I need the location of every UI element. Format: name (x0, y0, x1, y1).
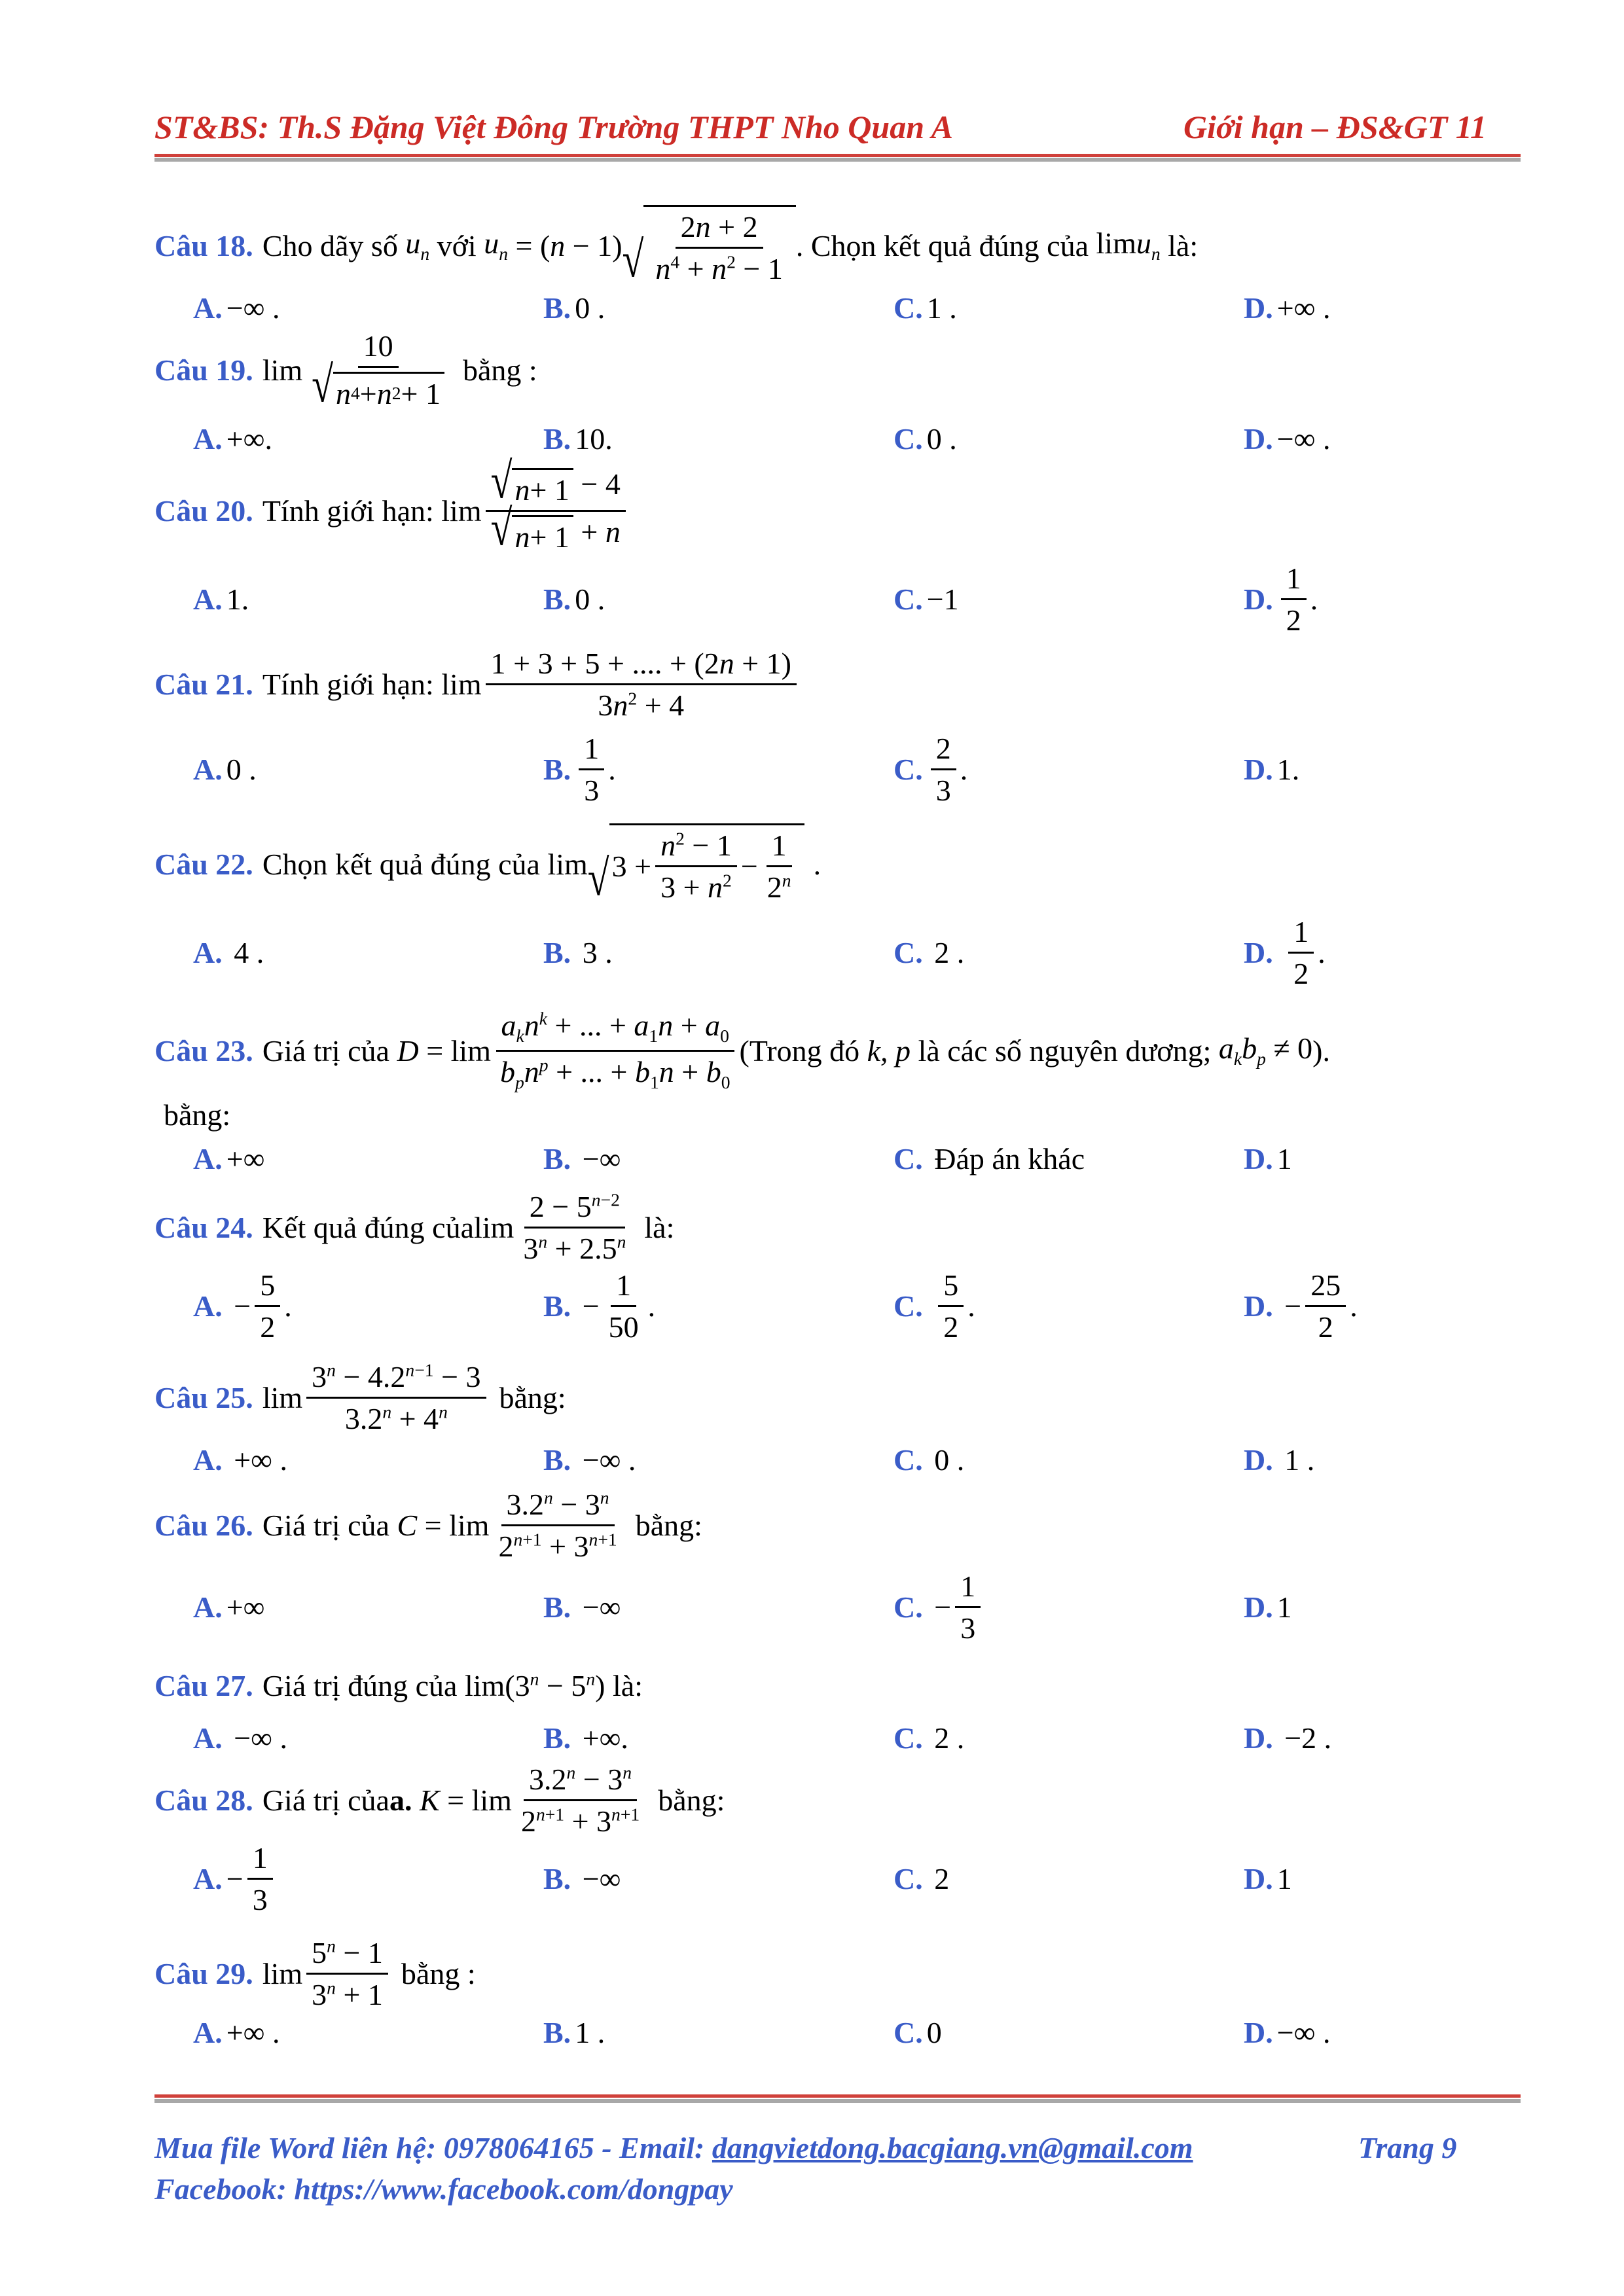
footer-rule (154, 2094, 1521, 2098)
question-number: Câu 27. (154, 1668, 253, 1702)
question-27: Câu 27. Giá trị đúng của $\lim(3^n - 5^n)$ là: (154, 1668, 643, 1702)
header-right-title: Giới hạn – ĐS&GT 11 (1183, 109, 1487, 145)
question-text: bằng: (164, 1098, 231, 1132)
question-text: Giá trị của (262, 1508, 389, 1542)
question-text: bằng: (499, 1380, 566, 1414)
option-d[interactable]: D. −2 . (1244, 1721, 1332, 1755)
question-number: Câu 19. (154, 353, 253, 387)
question-text: là: (1168, 228, 1199, 262)
question-26: Câu 26. Giá trị của C = lim $\frac{3.2^n - 3^n}{2^{n+1} + 3^{n+1}}$ bằng: (154, 1487, 702, 1563)
formula-fraction: $\frac{a_kn^k + ... + a_1n + a_0}{b_pn^p + ... + b_1n + b_0}$ (495, 1008, 736, 1092)
option-a[interactable]: A. 0 . (193, 752, 257, 786)
question-text: Chọn kết quả đúng của (262, 847, 540, 881)
question-text: Tính giới hạn: (262, 493, 434, 528)
question-text: Cho dãy số (262, 228, 398, 262)
question-24: Câu 24. Kết quả đúng của lim $\frac{2 - 5^{n-2}}{3^n + 2.5^n}$ là: (154, 1189, 675, 1265)
option-d[interactable]: D. $\frac{1}{2}$ . (1244, 914, 1326, 990)
option-a[interactable]: A. +∞ (193, 1141, 265, 1175)
question-text: bằng: (658, 1783, 725, 1817)
options-25 (0, 1430, 1624, 1489)
formula-fraction: $\frac{3.2^n - 3^n}{2^{n+1} + 3^{n+1}}$ (520, 1762, 640, 1838)
question-28: Câu 28. Giá trị của a. K = lim $\frac{3.2^n - 3^n}{2^{n+1} + 3^{n+1}}$ bằng: (154, 1762, 725, 1838)
formula-fraction: 10 √ n 4 + n 2 + 1 (306, 329, 450, 410)
question-text: Giá trị của (262, 1783, 389, 1817)
option-d[interactable]: D. −∞ . (1244, 422, 1331, 456)
option-c[interactable]: C. 0 . (893, 1443, 965, 1477)
question-text: là: (613, 1668, 643, 1702)
option-a[interactable]: A. +∞. (193, 422, 272, 456)
footer-rule-shadow (154, 2099, 1521, 2103)
question-number: Câu 26. (154, 1508, 253, 1542)
option-d[interactable]: D. − $\frac{25}{2}$ . (1244, 1268, 1358, 1344)
option-c[interactable]: C. $\frac{2}{3}$ . (893, 731, 968, 807)
option-b[interactable]: B. +∞. (543, 1721, 628, 1755)
question-number: Câu 22. (154, 847, 253, 881)
header-rule (154, 154, 1521, 157)
option-b[interactable]: B. 0 . (543, 582, 605, 616)
question-18: Câu 18. Cho dãy số $u_n$ với $u_n$ = ( n − 1) √ $\frac{2n + 2}{n^4 + n^2 - 1}$ . Chọn kết quả đúng của limu$_n$ là: (154, 209, 1513, 281)
formula-fraction: √ n + 1 − 4 √ n + 1 + n (486, 467, 626, 554)
footer-facebook[interactable]: Facebook: https://www.facebook.com/dongpay (154, 2172, 733, 2206)
question-text: . Chọn kết quả đúng của (795, 228, 1089, 262)
footer-contact-text: Mua file Word liên hệ: 0978064165 - Email: (154, 2131, 712, 2164)
option-c[interactable]: C. 0 . (893, 422, 957, 456)
option-d[interactable]: D. +∞ . (1244, 291, 1331, 325)
option-c[interactable]: C. 0 (893, 2015, 942, 2049)
option-c[interactable]: C. 2 . (893, 1721, 965, 1755)
option-b[interactable]: B. 3 . (543, 935, 613, 969)
options-20 (0, 561, 1624, 637)
question-number: Câu 20. (154, 493, 253, 528)
options-21 (0, 731, 1624, 807)
footer-contact (154, 2130, 1193, 2165)
question-text: với (437, 228, 477, 262)
option-b[interactable]: B. 0 . (543, 291, 605, 325)
formula-fraction: $\frac{5^n - 1}{3^n + 1}$ (306, 1935, 388, 2012)
option-c[interactable]: C. 2 . (893, 935, 965, 969)
question-number: Câu 29. (154, 1956, 253, 1990)
question-number: Câu 21. (154, 667, 253, 701)
question-text: Giá trị của (262, 1033, 389, 1067)
option-a[interactable]: A. −∞ . (193, 1721, 287, 1755)
question-19: Câu 19. lim 10 √ n 4 + n 2 + 1 bằng : (154, 329, 537, 413)
question-25: Câu 25. lim $\frac{3^n - 4.2^{n-1} - 3}{3.2^n + 4^n}$ bằng: (154, 1359, 566, 1435)
option-c[interactable]: C. 2 (893, 1861, 950, 1895)
question-text: (Trong đó (739, 1033, 860, 1067)
page-number: Trang 9 (1358, 2131, 1457, 2164)
options-22 (0, 914, 1624, 990)
option-d[interactable]: D. 1. (1244, 752, 1300, 786)
question-text: . (813, 847, 821, 881)
option-b[interactable]: B. −∞ . (543, 1443, 636, 1477)
options-27 (0, 1708, 1624, 1767)
question-text: a. (389, 1783, 412, 1817)
option-d[interactable]: D. 1 (1244, 1861, 1292, 1895)
options-29 (0, 2003, 1624, 2062)
header-rule-shadow (154, 158, 1521, 162)
question-number: Câu 18. (154, 228, 253, 262)
option-d[interactable]: D. 1 (1244, 1141, 1292, 1175)
option-b[interactable]: B. − $\frac{1}{50}$ . (543, 1268, 656, 1344)
options-19 (0, 409, 1624, 468)
option-d[interactable]: D. 1 (1244, 1590, 1292, 1624)
formula-fraction: $\frac{3.2^n - 3^n}{2^{n+1} + 3^{n+1}}$ (498, 1487, 617, 1563)
option-b[interactable]: B. 1 . (543, 2015, 605, 2049)
question-22: Câu 22. Chọn kết quả đúng của lim √ 3 + $\frac{n^2 - 1}{3 + n^2}$ − $\frac{1}{2^n}$ . (154, 821, 1513, 906)
options-26 (0, 1569, 1624, 1645)
option-a[interactable]: A. −∞ . (193, 291, 280, 325)
option-b[interactable]: B. −∞ (543, 1861, 621, 1895)
question-text: Kết quả đúng của (262, 1210, 474, 1244)
question-text: Giá trị đúng của (262, 1668, 458, 1702)
formula-fraction: $\frac{3^n - 4.2^{n-1} - 3}{3.2^n + 4^n}$ (306, 1359, 486, 1436)
options-23 (0, 1129, 1624, 1188)
option-a[interactable]: A. 1. (193, 582, 249, 616)
question-29: Câu 29. lim $\frac{5^n - 1}{3^n + 1}$ bằng : (154, 1935, 476, 2011)
option-a[interactable]: A. 4 . (193, 935, 264, 969)
question-number: Câu 23. (154, 1033, 253, 1067)
options-18 (0, 278, 1624, 337)
option-d[interactable]: D. 1 . (1244, 1443, 1315, 1477)
question-text: bằng : (462, 353, 537, 387)
option-b[interactable]: B. 10. (543, 422, 613, 456)
option-a[interactable]: A. +∞ . (193, 2015, 280, 2049)
question-20: Câu 20. Tính giới hạn: lim √ n + 1 − 4 √ n + 1 + n (154, 468, 1513, 553)
question-number: Câu 24. (154, 1210, 253, 1244)
option-c[interactable]: C. $\frac{5}{2}$ . (893, 1268, 975, 1344)
formula-fraction: $\frac{2 - 5^{n-2}}{3^n + 2.5^n}$ (523, 1189, 626, 1265)
option-c[interactable]: C. −1 (893, 582, 959, 616)
question-text: là các số nguyên dương; (918, 1033, 1212, 1067)
question-text: bằng : (401, 1956, 476, 1990)
question-23: Câu 23. Giá trị của D = lim $\frac{a_kn^k + ... + a_1n + a_0}{b_pn^p + ... + b_1n + b_0}$ (Trong đó k, p là các số nguyên dương; $a_kb_p \ne 0$ ). (154, 1008, 1330, 1092)
options-24 (0, 1268, 1624, 1344)
option-c[interactable]: C. − $\frac{1}{3}$ (893, 1577, 984, 1636)
option-c[interactable]: C. 1 . (893, 291, 957, 325)
option-b[interactable]: B. $\frac{1}{3}$ . (543, 731, 616, 807)
option-b[interactable]: B. −∞ (543, 1141, 621, 1175)
question-text: ). (1312, 1033, 1330, 1067)
option-a[interactable]: A. +∞ . (193, 1443, 287, 1477)
formula-fraction: $\frac{1 + 3 + 5 + .... + (2n + 1)}{3n^2 + 4}$ (486, 646, 797, 723)
formula-sqrt: √ $\frac{2n + 2}{n^4 + n^2 - 1}$ (623, 205, 796, 286)
question-text: là: (644, 1210, 675, 1244)
question-21: Câu 21. Tính giới hạn: lim $\frac{1 + 3 + 5 + .... + (2n + 1)}{3n^2 + 4}$ (154, 645, 1513, 723)
option-b[interactable]: B. −∞ (543, 1590, 621, 1624)
option-d[interactable]: D. −∞ . (1244, 2015, 1331, 2049)
option-a[interactable]: A. − $\frac{5}{2}$ . (193, 1268, 292, 1344)
question-number: Câu 25. (154, 1380, 253, 1414)
option-d[interactable]: D. $\frac{1}{2}$ . (1244, 561, 1318, 637)
options-28 (0, 1840, 1624, 1916)
option-c[interactable]: C. Đáp án khác (893, 1141, 1085, 1175)
option-a[interactable]: A. − $\frac{1}{3}$ (193, 1849, 277, 1908)
question-text: Tính giới hạn: (262, 667, 434, 701)
question-number: Câu 28. (154, 1783, 253, 1817)
question-text: bằng: (635, 1508, 702, 1542)
option-a[interactable]: A. +∞ (193, 1590, 265, 1624)
header-left-title: ST&BS: Th.S Đặng Việt Đông Trường THPT Nho Quan A (154, 109, 953, 145)
footer-email-link[interactable]: dangvietdong.bacgiang.vn@gmail.com (712, 2131, 1193, 2164)
formula-sqrt: √ 3 + $\frac{n^2 - 1}{3 + n^2}$ − $\frac{1}{2^n}$ (588, 823, 804, 905)
